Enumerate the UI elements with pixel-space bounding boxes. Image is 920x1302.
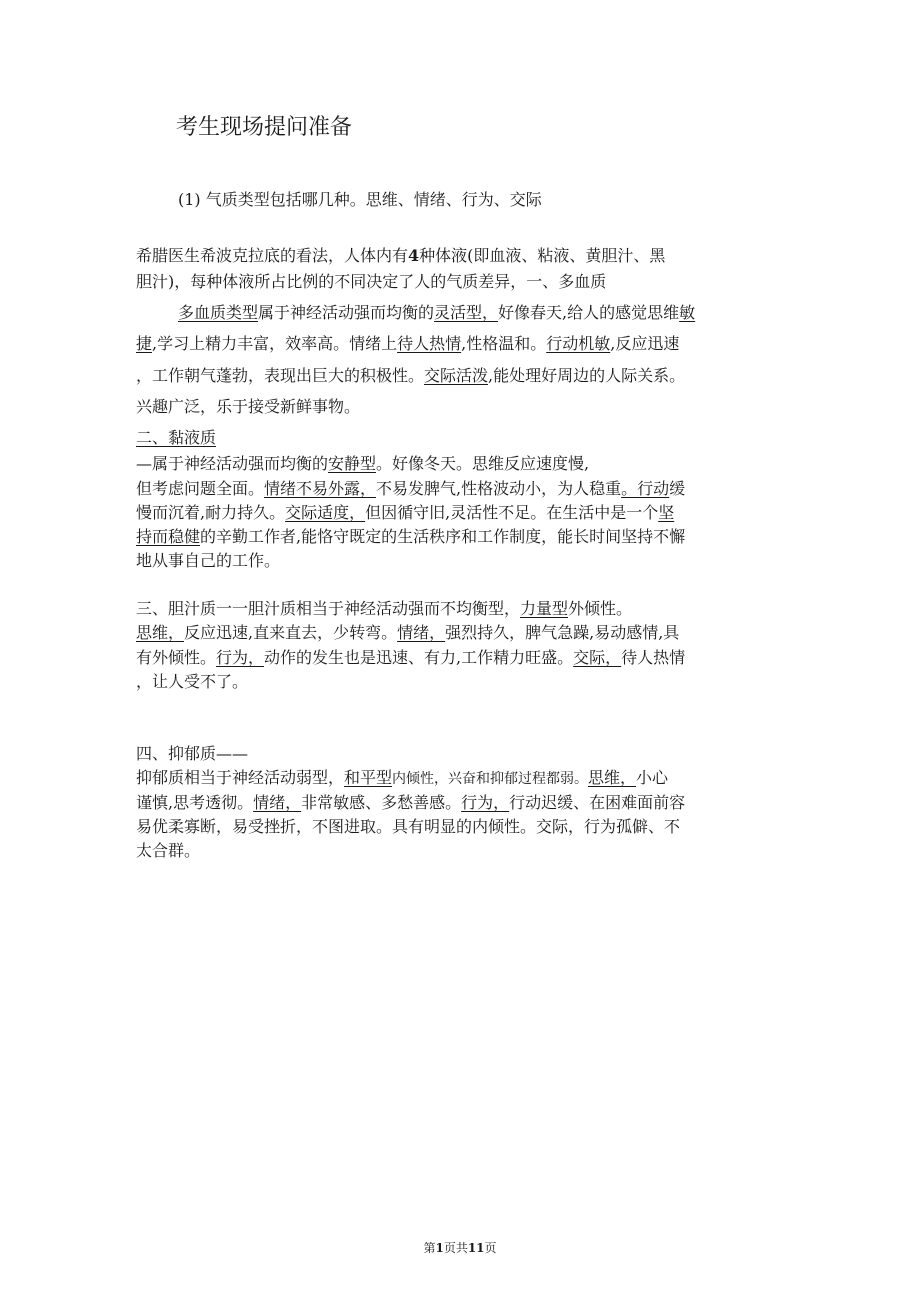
underlined-text: 情绪不易外露，: [264, 479, 377, 498]
sanguine-line-1: [178, 300, 828, 323]
underlined-text: 交际活泼: [424, 366, 489, 385]
text: ,学习上精力丰富，效率高。情绪上: [152, 334, 398, 353]
text: 抑郁质相当于神经活动弱型，: [136, 768, 345, 787]
choleric-line-1: [136, 596, 786, 619]
underlined-text: 坚: [658, 503, 675, 522]
text: 第: [423, 1241, 436, 1255]
text: 慢而沉着,耐力持久。: [136, 503, 286, 522]
phlegmatic-line-5: 地从事自己的工作。: [136, 551, 281, 570]
text: ,反应迅速: [610, 334, 680, 353]
melancholic-line-2: [136, 790, 786, 813]
underlined-text: 持而稳健: [136, 527, 201, 546]
phlegmatic-line-4: [136, 524, 786, 547]
underlined-text: 交际，: [573, 648, 622, 667]
intro-line-2: 胆汁)，每种体液所占比例的不同决定了人的气质差异，一、多血质: [136, 272, 607, 291]
phlegmatic-line-1: [136, 451, 786, 474]
melancholic-line-1: [136, 765, 786, 788]
text: 缓: [669, 479, 686, 498]
text: 好像春天,给人的感觉思维: [498, 303, 680, 322]
text: 的辛勤工作者,能恪守既定的生活秩序和工作制度，能长时间坚持不懈: [200, 527, 686, 546]
text: 行动迟缓、在困难面前容: [509, 793, 686, 812]
text: 属于神经活动强而均衡的: [258, 303, 435, 322]
choleric-line-2: [136, 620, 786, 643]
underlined-text: 力量型: [520, 599, 569, 618]
text: 但因循守旧,灵活性不足。在生活中是一个: [365, 503, 659, 522]
text: 不易发脾气,性格波动小，为人稳重: [376, 479, 622, 498]
phlegmatic-heading: [136, 425, 786, 448]
underlined-text: 行动机敏: [546, 334, 611, 353]
choleric-line-4: ，让人受不了。: [136, 672, 249, 691]
melancholic-line-3: 易优柔寡断，易受挫折，不图进取。具有明显的内倾性。交际，行为孤僻、不: [136, 817, 681, 836]
underlined-text: 多血质类型: [178, 303, 259, 322]
page-title: 考生现场提问准备: [176, 115, 353, 140]
text: 强烈持久，脾气急躁,易动感情,具: [445, 623, 680, 642]
underlined-text: 思维，: [136, 623, 185, 642]
text: 三、胆汁质一一胆汁质相当于神经活动强而不均衡型，: [136, 599, 521, 618]
text: 有外倾性。: [136, 648, 217, 667]
section-heading: 二、黏液质: [136, 428, 217, 447]
underlined-text: 行为，: [461, 793, 510, 812]
underlined-text: 捷: [136, 334, 153, 353]
melancholic-heading: 四、抑郁质——: [136, 744, 249, 763]
underlined-text: 行为，: [216, 648, 265, 667]
text: 希腊医生希波克拉底的看法，人体内有: [136, 246, 409, 265]
underlined-text: 和平型: [344, 768, 393, 787]
text: 谨慎,思考透彻。: [136, 793, 254, 812]
text: 种体液(即血液、粘液、黄胆汁、黑: [419, 246, 666, 265]
text: 反应迅速,直来直去，少转弯。: [184, 623, 398, 642]
text: ,能处理好周边的人际关系。: [488, 366, 686, 385]
underlined-text: 交际适度，: [285, 503, 366, 522]
text: 待人热情: [621, 648, 686, 667]
text: ，工作朝气蓬勃，表现出巨大的积极性。: [136, 366, 425, 385]
phlegmatic-line-2: [136, 476, 786, 499]
page-footer: [0, 1240, 920, 1256]
text: 外倾性。: [568, 599, 633, 618]
text: 但考虑问题全面。: [136, 479, 265, 498]
text: —属于神经活动强而均衡的: [136, 454, 329, 473]
phlegmatic-line-3: [136, 500, 786, 523]
underlined-text: 安静型: [328, 454, 377, 473]
text: 小心: [636, 768, 669, 787]
text: ,性格温和。: [461, 334, 547, 353]
underlined-text: 情绪，: [397, 623, 446, 642]
number: 4: [408, 246, 420, 265]
underlined-text: 思维，: [588, 768, 637, 787]
choleric-line-3: [136, 645, 786, 668]
question-line: (1) 气质类型包括哪几种。思维、情绪、行为、交际: [178, 190, 542, 209]
underlined-text: 灵活型，: [434, 303, 499, 322]
underlined-text: 敏: [679, 303, 696, 322]
underlined-text: 待人热情: [397, 334, 462, 353]
text: 内倾性，兴奋和抑郁过程都弱。: [392, 771, 589, 787]
sanguine-line-3: [136, 363, 786, 386]
sanguine-line-2: [136, 331, 786, 354]
page-number: 1: [435, 1241, 444, 1255]
underlined-text: 情绪，: [253, 793, 302, 812]
text: 非常敏感、多愁善感。: [301, 793, 462, 812]
text: 动作的发生也是迅速、有力,工作精力旺盛。: [264, 648, 574, 667]
text: 。好像冬天。思维反应速度慢,: [376, 454, 590, 473]
sanguine-line-4: 兴趣广泛，乐于接受新鲜事物。: [136, 397, 361, 416]
melancholic-line-4: 太合群。: [136, 841, 201, 860]
intro-line-1: [136, 243, 786, 266]
underlined-text: 。行动: [621, 479, 670, 498]
page-total: 11: [467, 1241, 485, 1255]
text: 页: [484, 1241, 497, 1255]
text: 页共: [443, 1241, 468, 1255]
